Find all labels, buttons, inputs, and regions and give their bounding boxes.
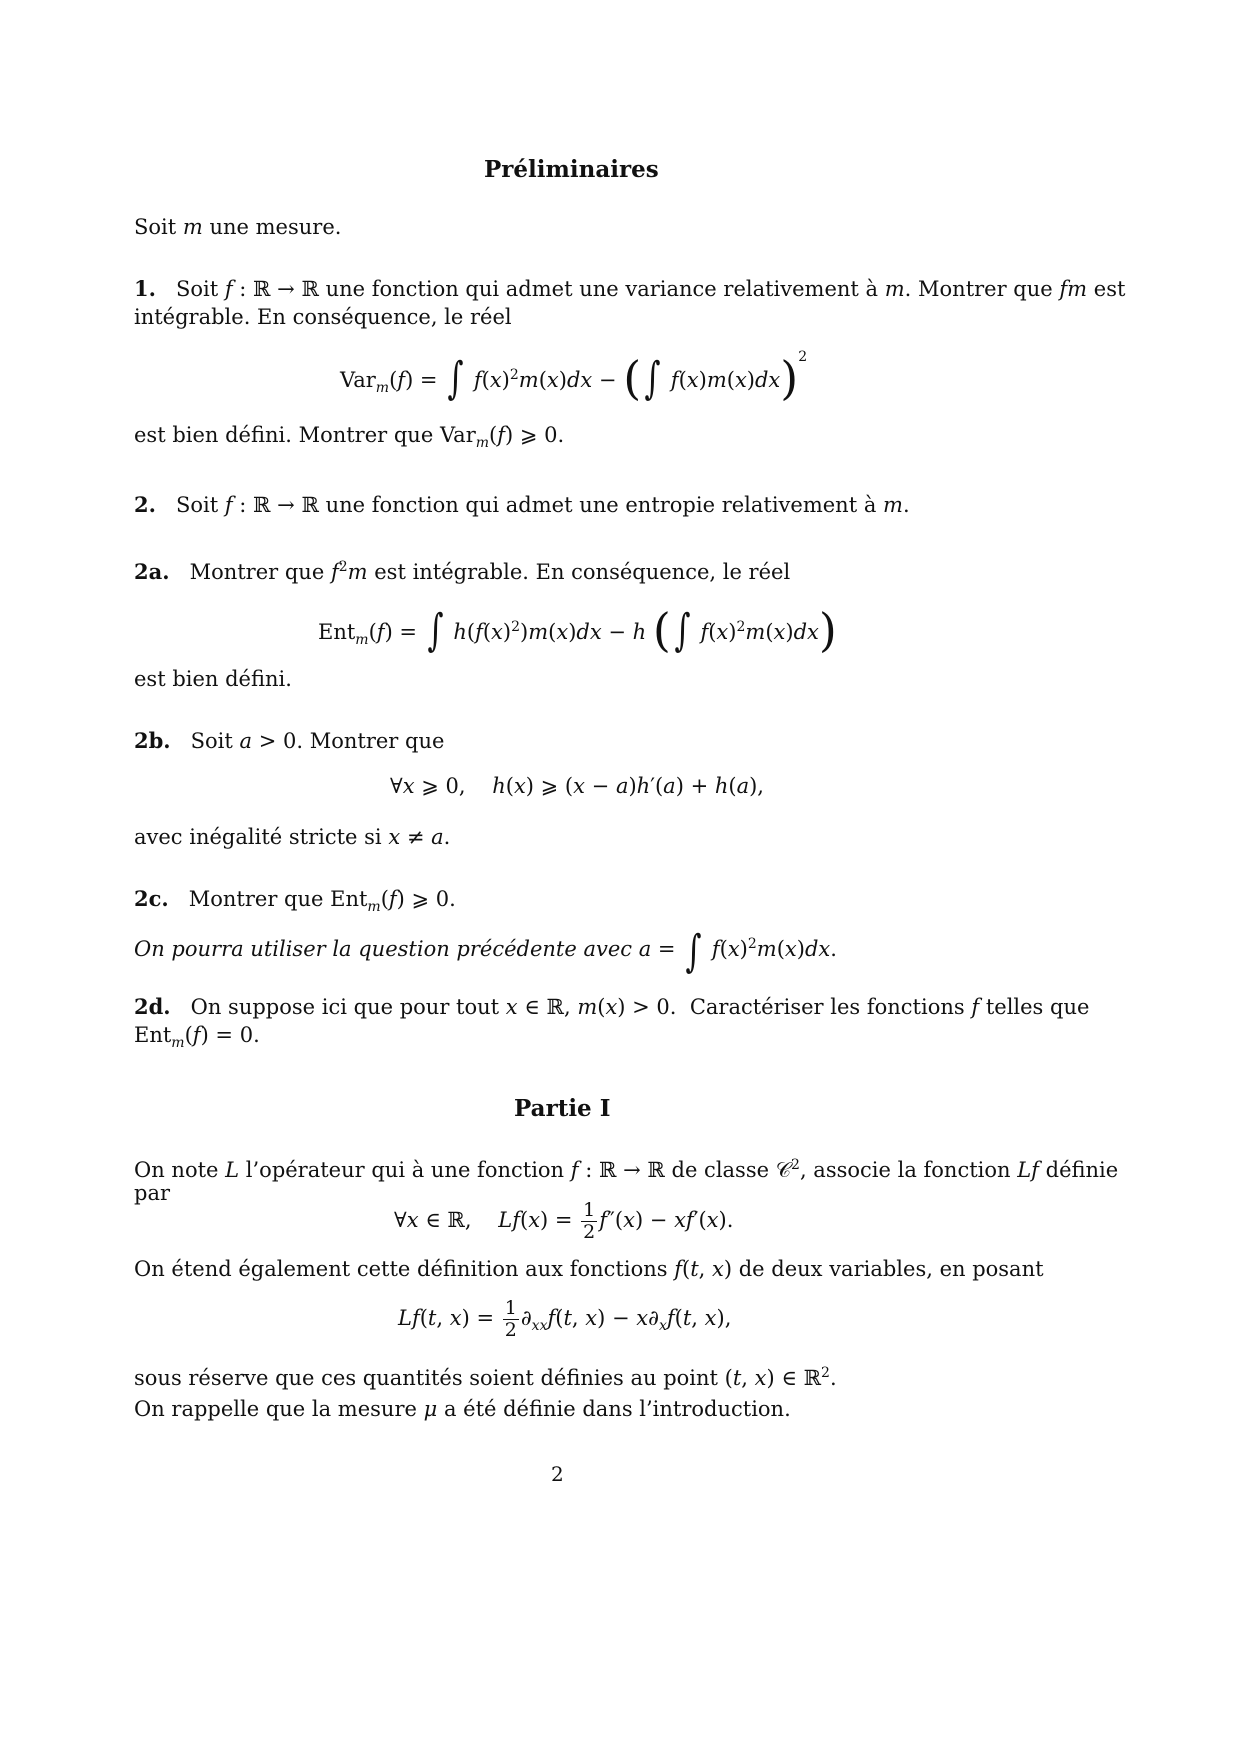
question-1-line1: 1. Soit f : ℝ → ℝ une fonction qui admet une variance relativement à m. Montrer que fm est	[134, 276, 1126, 301]
q2b-label: 2b.	[134, 728, 171, 753]
q2a-label: 2a.	[134, 559, 170, 584]
q2-text-b: une fonction qui admet une entropie relativement à	[325, 493, 877, 517]
q1-text-b: une fonction qui admet une variance relativement à	[325, 277, 879, 301]
partie1-para1-line2: par	[134, 1181, 171, 1205]
q2d-label: 2d.	[134, 994, 171, 1019]
p4-text-a: On rappelle que la mesure	[134, 1397, 417, 1421]
variance-formula: Var$_m$(f) = ∫ $f(x)^2m(x)dx$ − (∫ f(x)m(x)dx)$^2$	[340, 349, 808, 405]
p3-text-a: sous réserve que ces quantités soient définies au point	[134, 1366, 718, 1390]
q2c-text: Montrer que	[188, 887, 324, 911]
q2b-text-a: Soit	[190, 729, 233, 753]
q2a-after: est bien défini.	[134, 667, 292, 691]
partie1-para3: sous réserve que ces quantités soient définies au point (t, x) ∈ ℝ$^2$.	[134, 1365, 837, 1390]
question-1-line2: intégrable. En conséquence, le réel	[134, 305, 512, 329]
partie1-para2: On étend également cette définition aux fonctions f(t, x) de deux variables, en posant	[134, 1257, 1044, 1281]
p1-text-b: l’opérateur qui à une fonction	[245, 1158, 565, 1182]
q2b-after: avec inégalité stricte si x ≠ a.	[134, 825, 451, 849]
question-2b: 2b. Soit a > 0. Montrer que	[134, 728, 445, 753]
p2-text-a: On étend également cette définition aux fonctions	[134, 1257, 668, 1281]
q2d-text-c: telles que	[985, 995, 1090, 1019]
q2c-hint-text: On pourra utiliser la question précédente avec	[134, 937, 633, 961]
prelim-intro: Soit m une mesure.	[134, 215, 342, 239]
operator-L-formula: ∀x ∈ ℝ, Lf(x) = $\frac{1}{2}$ f″(x) − xf′(x).	[394, 1199, 734, 1243]
q2-text-a: Soit	[175, 493, 219, 517]
q2c-hint: On pourra utiliser la question précédente avec a = ∫ $f(x)^2m(x)dx$.	[134, 926, 837, 977]
question-2d-line2: Ent$_m$(f) = 0.	[134, 1023, 260, 1052]
entropy-formula: Ent$_m$(f) = ∫ $h(f(x)^2)m(x)dx - h$ (∫ $f(x)^2m(x)dx$)	[318, 603, 837, 657]
q2a-text-a: Montrer que	[189, 560, 325, 584]
p2-text-b: de deux variables, en posant	[738, 1257, 1044, 1281]
q2b-after-text: avec inégalité stricte si	[134, 825, 382, 849]
partie1-para1-line1: On note L l’opérateur qui à une fonction f : ℝ → ℝ de classe 𝒞$^2$, associe la fonction Lf définie	[134, 1157, 1119, 1182]
partie1-para4: On rappelle que la mesure μ a été définie dans l’introduction.	[134, 1397, 791, 1421]
q2d-text-b: Caractériser les fonctions	[689, 995, 965, 1019]
q2c-label: 2c.	[134, 886, 169, 911]
q2-label: 2.	[134, 492, 156, 517]
section-title-preliminaires: Préliminaires	[484, 156, 659, 183]
q1-after: est bien défini. Montrer que Var$_m$(f) ⩾ 0.	[134, 423, 565, 452]
p1-text-a: On note	[134, 1158, 219, 1182]
section-title-partie-1: Partie I	[514, 1095, 611, 1122]
question-2d-line1: 2d. On suppose ici que pour tout x ∈ ℝ, m(x) > 0. Caractériser les fonctions f telles que	[134, 994, 1090, 1019]
p1-text-d: , associe la fonction	[799, 1158, 1011, 1182]
p1-text-c: de classe	[671, 1158, 770, 1182]
p1-text-e: définie	[1045, 1158, 1119, 1182]
q1-text-a: Soit	[175, 277, 219, 301]
intro-text-b: une mesure.	[209, 215, 342, 239]
q1-after-text: est bien défini. Montrer que	[134, 423, 434, 447]
q1-text-d: est	[1093, 277, 1126, 301]
q1-label: 1.	[134, 276, 156, 301]
operator-L-two-var-formula: Lf(t, x) = $\frac{1}{2}$ $\partial_{xx}f(t$, $x) - x\partial_xf(t$, x),	[398, 1297, 732, 1341]
q1-text-c: . Montrer que	[904, 277, 1053, 301]
question-2c: 2c. Montrer que Ent$_m$(f) ⩾ 0.	[134, 886, 456, 916]
p4-text-b: a été définie dans l’introduction.	[443, 1397, 791, 1421]
intro-text-a: Soit	[134, 215, 177, 239]
page-number: 2	[551, 1462, 564, 1486]
question-2: 2. Soit f : ℝ → ℝ une fonction qui admet une entropie relativement à m.	[134, 492, 910, 517]
inequality-formula: ∀x ⩾ 0, h(x) ⩾ (x − a)h′(a) + h(a),	[390, 774, 764, 798]
q2d-text-a: On suppose ici que pour tout	[190, 995, 500, 1019]
q2a-text-b: est intégrable. En conséquence, le réel	[374, 560, 791, 584]
question-2a: 2a. Montrer que $f^2m$ est intégrable. En conséquence, le réel	[134, 559, 791, 584]
q2b-text-b: . Montrer que	[296, 729, 445, 753]
